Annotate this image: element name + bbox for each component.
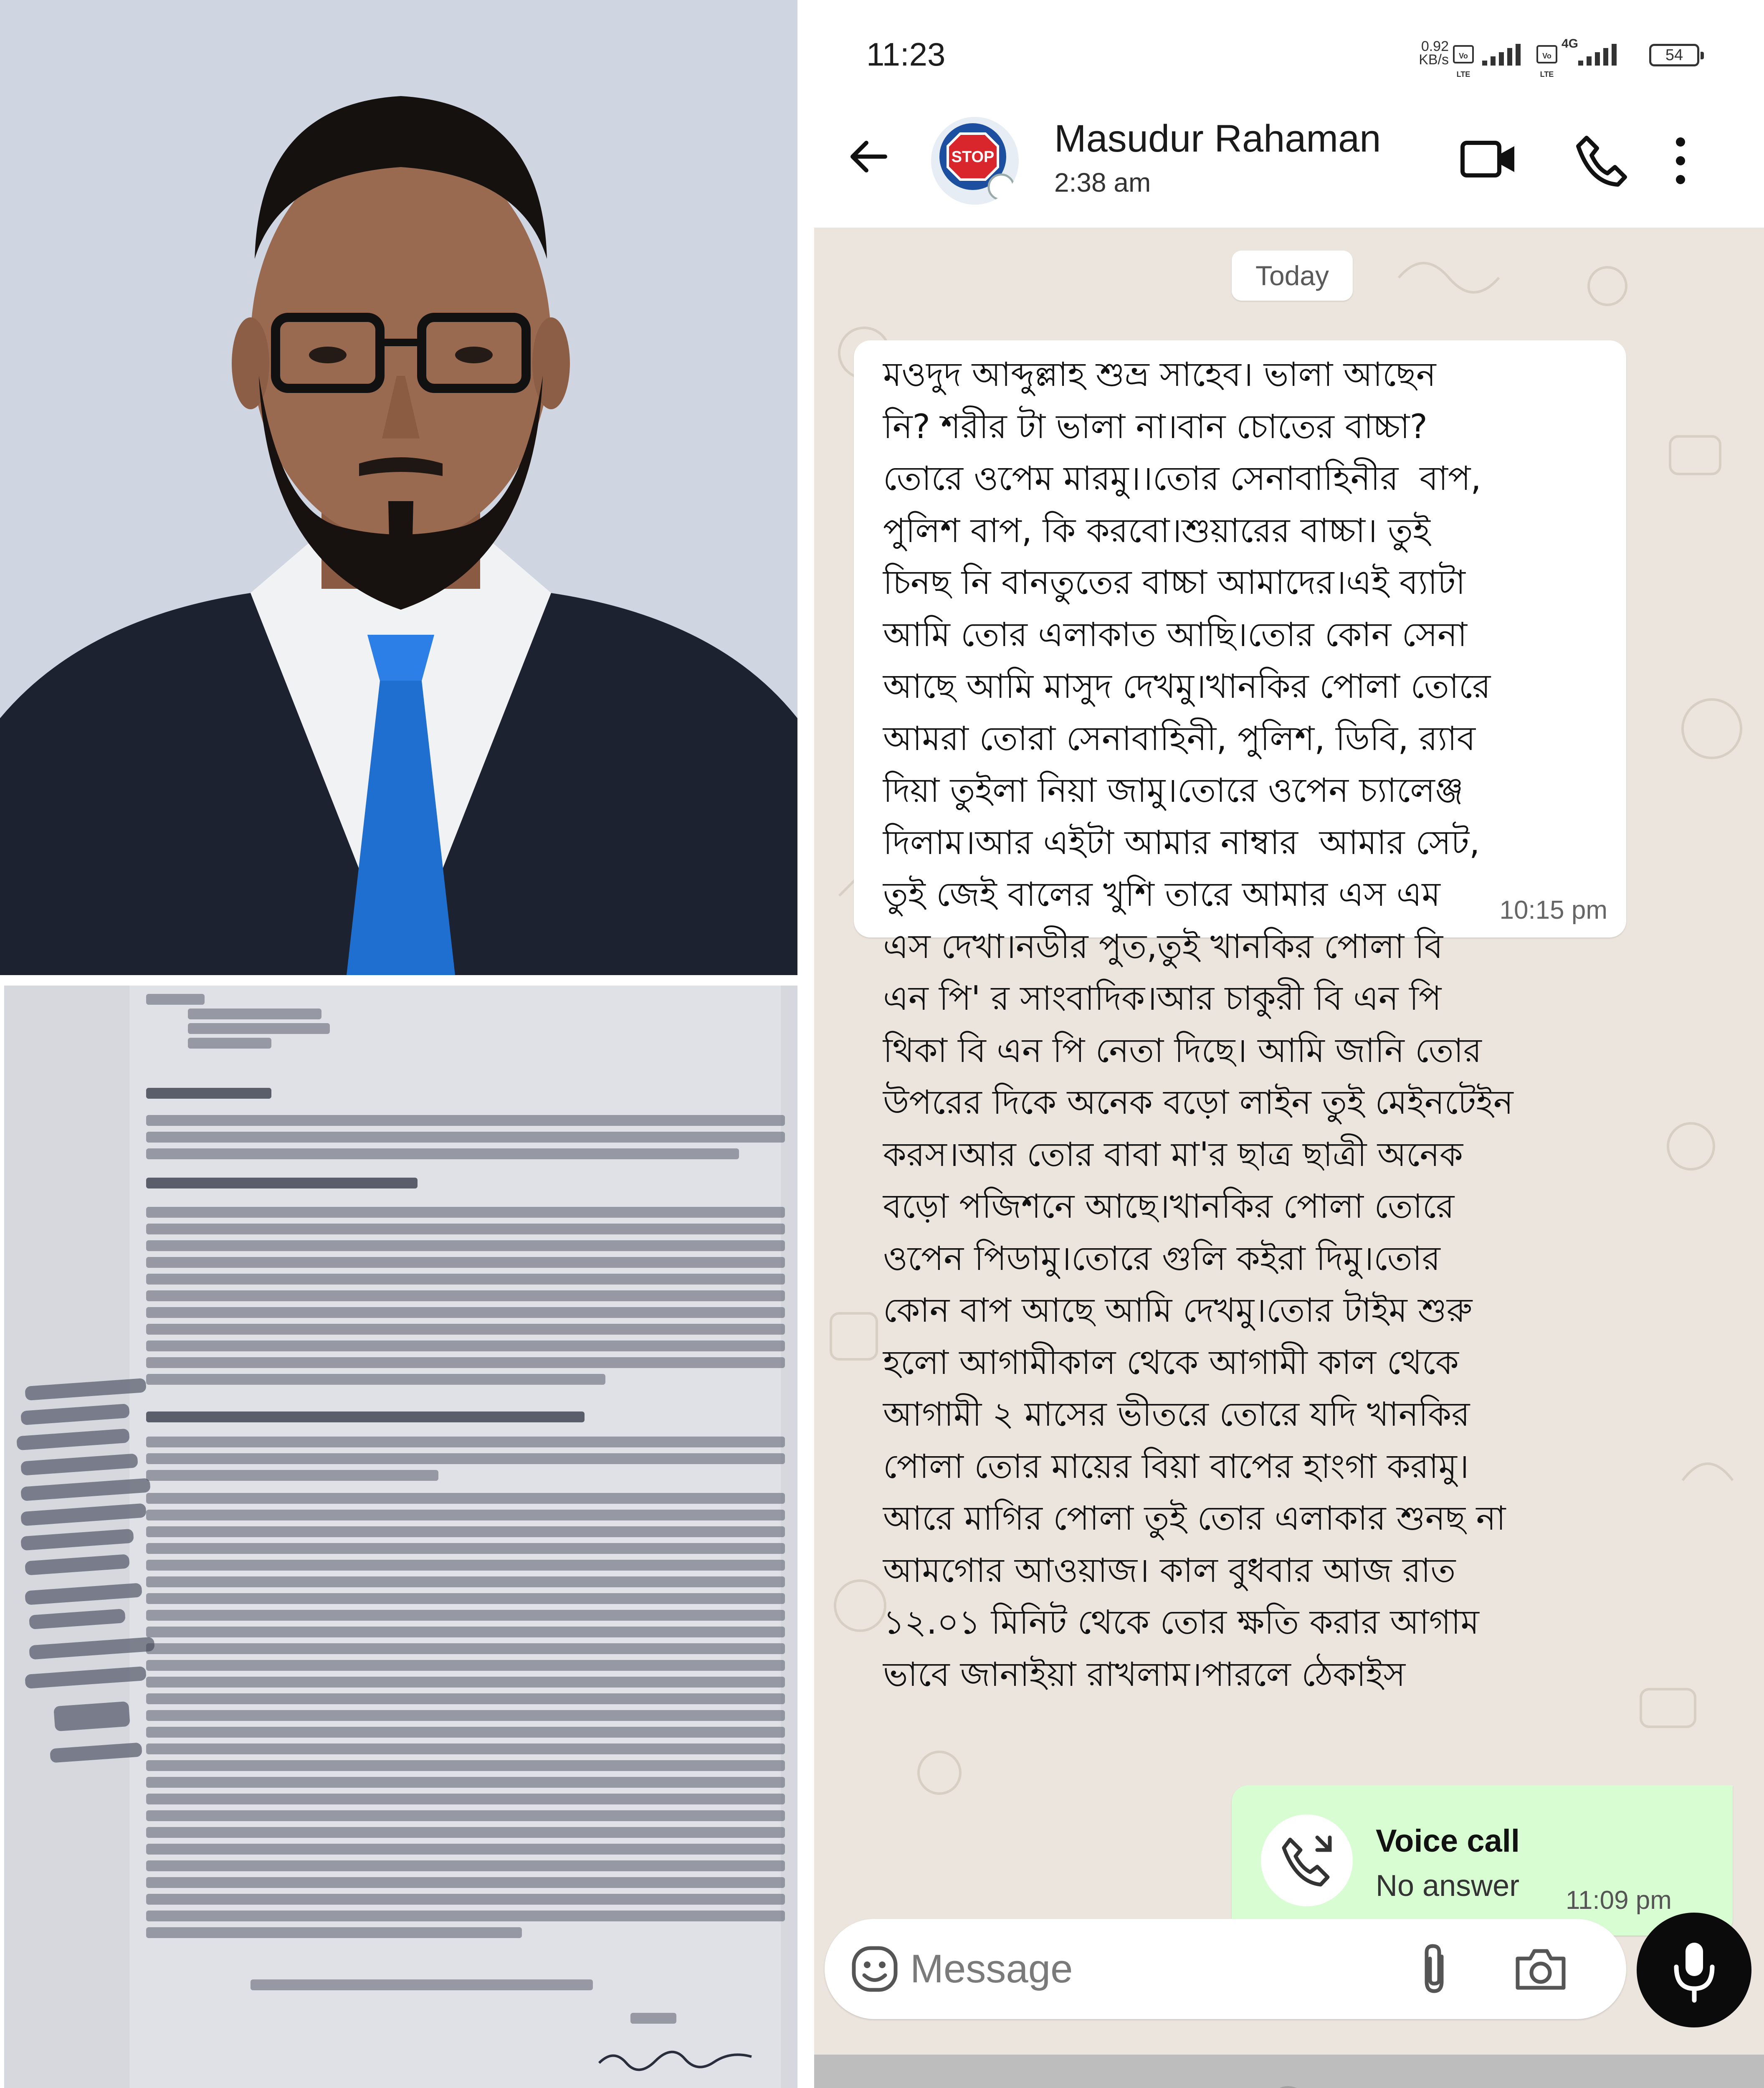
microphone-icon[interactable] (1637, 1913, 1751, 2027)
letter-text-line (146, 1810, 785, 1821)
letter-text-line (146, 1794, 785, 1804)
message-time: 10:15 pm (1499, 896, 1607, 925)
letter-text-line (146, 1224, 785, 1234)
camera-icon[interactable] (1511, 1942, 1570, 1996)
letter-text-line (146, 1437, 785, 1447)
phone-icon[interactable] (1574, 134, 1628, 188)
message-composer (825, 1919, 1626, 2019)
handwritten-note (16, 1429, 130, 1451)
recent-apps-icon[interactable] (1060, 2084, 1106, 2088)
handwritten-note (25, 1666, 147, 1689)
handwritten-note (50, 1742, 142, 1763)
contact-name[interactable]: Masudur Rahaman (1054, 117, 1381, 160)
letter-text-line (146, 1453, 785, 1464)
letter-text-line (146, 1115, 785, 1126)
letter-text-line (146, 1760, 785, 1771)
letter-text-line (146, 1290, 785, 1301)
letter-text-line (146, 1660, 785, 1671)
last-seen: 2:38 am (1054, 167, 1151, 198)
volte-badge: Vo LTE (1453, 45, 1474, 63)
letter-text-line (146, 1743, 785, 1754)
letter-text-line (146, 1526, 785, 1537)
emoji-icon[interactable] (850, 1944, 900, 1994)
network-speed: 0.92 KB/s (1419, 38, 1449, 68)
voice-call-time: 11:09 pm (1566, 1886, 1672, 1915)
handwritten-note (29, 1609, 126, 1629)
letter-text-line (146, 1207, 785, 1218)
letter-text-line (251, 1979, 593, 1990)
letter-text-line (146, 1178, 418, 1188)
signal-bars-icon (1478, 42, 1524, 67)
message-text: মওদুদ আব্দুল্লাহ শুভ্র সাহেব। ভালা আছেন নি? শরীর টা ভালা না।বান চোতের বাচ্চা? তোরে ওপেম মারমু।।তোর সেনাবাহিনীর বাপ, পুলিশ বাপ, কি করবো।শুয়ারের বাচ্চা। তুই চিনছ নি বানতুতের বাচ্চা আমাদের।এই ব্যাটা আমি তোর এলাকাত আছি।তোর কোন সেনা আছে আমি মাসুদ দেখমু।খানকির পোলা তোরে আমরা তোরা সেনাবাহিনী, পুলিশ, ডিবি, র‍্যাব দিয়া তুইলা নিয়া জামু।তোরে ওপেন চ্যালেঞ্জ দিলাম।আর এইটা আমার নাম্বার আমার সেট, তুই জেই বালের খুশি তারে আমার এস এম এস দেখা।নডীর পুত,তুই খানকির পোলা বি এন পি' র সাংবাদিক।আর চাকুরী বি এন পি থিকা বি এন পি নেতা দিছে। আমি জানি তোর উপরের দিকে অনেক বড়ো লাইন তুই মেইনটেইন করস।আর তোর বাবা মা'র ছাত্র ছাত্রী অনেক বড়ো পজিশনে আছে।খানকির পোলা তোরে ওপেন পিডামু।তোরে গুলি কইরা দিমু।তোর কোন বাপ আছে আমি দেখমু।তোর টাইম শুরু হলো আগামীকাল থেকে আগামী কাল থেকে আগামী ২ মাসের ভীতরে তোরে যদি খানকির পোলা তোর মায়ের বিয়া বাপের হাংগা করামু। আরে মাগির পোলা তুই তোর এলাকার শুনছ না আমগোর আওয়াজ। কাল বুধবার আজ রাত ১২.০১ মিনিট থেকে তোর ক্ষতি করার আগাম ভাবে জানাইয়া রাখলাম।পারলে ঠেকাইস (883, 355, 1513, 1694)
home-icon[interactable] (1265, 2084, 1311, 2088)
status-bar (814, 0, 1764, 100)
letter-text-line (146, 1411, 585, 1422)
volte-badge: Vo LTE (1536, 45, 1557, 63)
letter-text-line (146, 1877, 785, 1888)
date-chip: Today (1232, 251, 1353, 301)
letter-text-line (188, 1038, 271, 1049)
video-camera-icon[interactable] (1459, 134, 1518, 184)
letter-text-line (146, 1148, 739, 1159)
letter-text-line (146, 1576, 785, 1587)
missed-call-icon (1261, 1814, 1353, 1906)
handwritten-note (25, 1554, 130, 1575)
letter-text-line (146, 1543, 785, 1554)
letter-text-line (146, 1860, 785, 1871)
avatar-logo-text: STOP (951, 148, 995, 166)
letter-text-line (146, 1627, 785, 1637)
letter-text-line (146, 1324, 785, 1335)
letter-text-line (146, 1677, 785, 1688)
phone-screenshot (814, 0, 1764, 2088)
letter-signature (597, 2046, 756, 2071)
letter-text-line (146, 1240, 785, 1251)
letter-text-line (146, 994, 205, 1005)
letter-text-line (146, 1470, 438, 1481)
letter-text-line (146, 1610, 785, 1621)
avatar[interactable] (931, 117, 1019, 205)
paperclip-icon[interactable] (1413, 1942, 1455, 1996)
letter-text-line (146, 1643, 785, 1654)
letter-text-line (146, 1777, 785, 1788)
letter-text-line (146, 1844, 785, 1855)
signal-bars-icon (1574, 42, 1641, 67)
letter-text-line (146, 1727, 785, 1738)
letter-text-line (188, 1009, 321, 1019)
letter-text-line (146, 1374, 605, 1385)
system-navigation-bar (814, 2055, 1764, 2088)
letter-text-line (146, 1510, 785, 1520)
chat-area[interactable] (814, 228, 1764, 2057)
letter-text-line (188, 1023, 330, 1034)
portrait-photo (0, 0, 797, 975)
letter-text-line (146, 1593, 785, 1604)
voice-call-title: Voice call (1376, 1823, 1520, 1859)
handwritten-note (25, 1378, 147, 1401)
letter-text-line (630, 2013, 676, 2024)
handwritten-note (20, 1404, 130, 1425)
letter-text-line (146, 1132, 785, 1143)
handwritten-note (25, 1583, 142, 1605)
letter-text-line (146, 1357, 785, 1368)
status-time: 11:23 (866, 36, 946, 73)
battery-indicator: 54 (1649, 44, 1699, 66)
network-type: 4G (1562, 37, 1579, 51)
letter-text-line (146, 1693, 785, 1704)
letter-text-line (146, 1307, 785, 1318)
letter-text-line (146, 1911, 785, 1921)
scanned-complaint-letter (4, 986, 797, 2088)
chat-header (814, 100, 1764, 226)
letter-text-line (146, 1827, 785, 1838)
letter-text-line (146, 1274, 785, 1285)
letter-text-line (146, 1710, 785, 1721)
letter-text-line (146, 1257, 785, 1268)
letter-subject-line (146, 1088, 271, 1099)
letter-text-line (146, 1340, 785, 1351)
handwritten-note (20, 1529, 134, 1551)
handwritten-note (20, 1503, 147, 1526)
message-input[interactable] (910, 1936, 1369, 2002)
back-nav-icon[interactable] (1465, 2084, 1511, 2088)
letter-text-line (146, 1560, 785, 1571)
handwritten-note (20, 1453, 138, 1475)
letter-text-line (146, 1493, 785, 1504)
arrow-left-icon[interactable] (845, 134, 891, 180)
voice-call-status: No answer (1376, 1869, 1520, 1903)
letter-text-line (146, 1894, 785, 1905)
incoming-message-bubble[interactable] (854, 340, 1626, 1694)
more-vertical-icon[interactable] (1668, 134, 1693, 188)
handwritten-signature (53, 1701, 130, 1731)
letter-text-line (146, 1927, 522, 1938)
